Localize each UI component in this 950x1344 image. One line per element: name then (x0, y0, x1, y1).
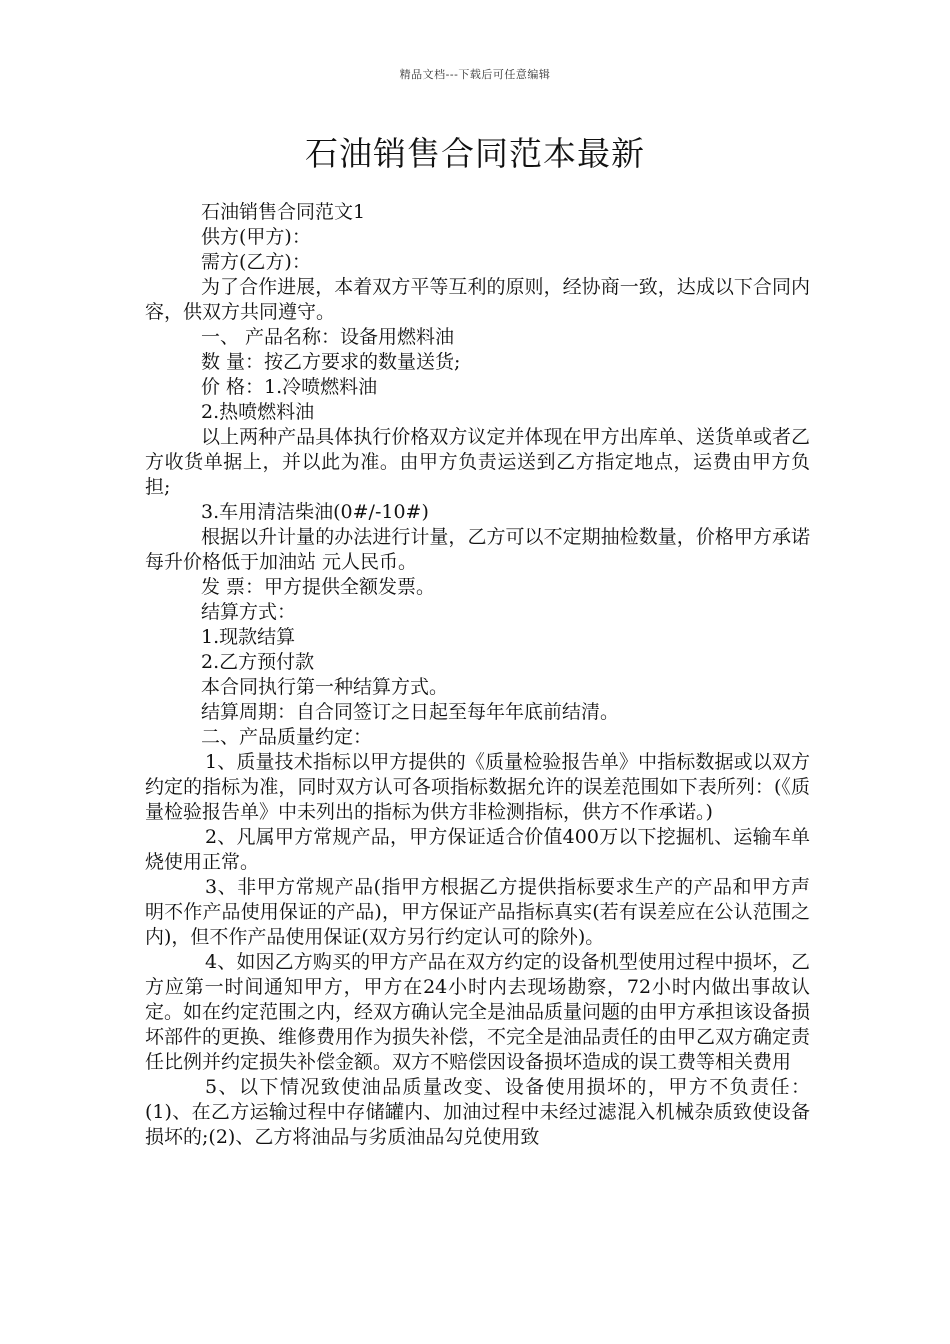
paragraph: 二、产品质量约定： (201, 726, 373, 748)
paragraph: 一、 产品名称：设备用燃料油 (201, 326, 455, 348)
paragraph: 以上两种产品具体执行价格双方议定并体现在甲方出库单、送货单或者乙方收货单据上，并以此为准。由甲方负责运送到乙方指定地点，运费由甲方负担; (145, 426, 810, 498)
paragraph: 需方(乙方)： (201, 251, 311, 273)
paragraph: 2.热喷燃料油 (201, 401, 315, 423)
document-title: 石油销售合同范本最新 (305, 134, 645, 173)
paragraph: 2、凡属甲方常规产品，甲方保证适合价值400万以下挖掘机、运输车单烧使用正常。 (145, 826, 810, 873)
paragraph: 2.乙方预付款 (201, 651, 315, 673)
paragraph: 为了合作进展，本着双方平等互利的原则，经协商一致，达成以下合同内容，供双方共同遵守。 (145, 276, 810, 323)
paragraph: 4、如因乙方购买的甲方产品在双方约定的设备机型使用过程中损坏，乙方应第一时间通知甲方，甲方在24小时内去现场勘察，72小时内做出事故认定。如在约定范围之内，经双方确认完全是油品质量问题的由甲方承担该设备损坏部件的更换、维修费用作为损失补偿，不完全是油品责任的由甲乙双方确定责任比例并约定损失补偿金额。双方不赔偿因设备损坏造成的误工费等相关费用 (145, 951, 811, 1073)
paragraph: 石油销售合同范文1 (201, 201, 366, 223)
paragraph: 5、以下情况致使油品质量改变、设备使用损坏的，甲方不负责任：(1)、在乙方运输过程中存储罐内、加油过程中未经过滤混入机械杂质致使设备损坏的;(2)、乙方将油品与劣质油品勾兑使用致 (145, 1076, 810, 1148)
paragraph: 1、质量技术指标以甲方提供的《质量检验报告单》中指标数据或以双方约定的指标为准，同时双方认可各项指标数据允许的误差范围如下表所列：(《质量检验报告单》中未列出的指标为供方非检测指标，供方不作承诺。) (145, 751, 810, 823)
paragraph: 价 格：1.冷喷燃料油 (201, 376, 378, 398)
document-body (145, 200, 810, 1150)
paragraph: 1.现款结算 (201, 626, 296, 648)
paragraph: 根据以升计量的办法进行计量，乙方可以不定期抽检数量，价格甲方承诺每升价格低于加油站 元人民币。 (145, 526, 810, 573)
paragraph: 数 量：按乙方要求的数量送货; (201, 351, 461, 373)
paragraph: 结算方式： (201, 601, 297, 623)
paragraph: 3.车用清洁柴油(0#/-10#) (201, 501, 429, 523)
paragraph: 结算周期：自合同签订之日起至每年年底前结清。 (201, 701, 620, 723)
paragraph: 发 票：甲方提供全额发票。 (201, 576, 436, 598)
paragraph: 供方(甲方)： (201, 226, 311, 248)
page-header: 精品文档---下载后可任意编辑 (399, 68, 551, 81)
paragraph: 本合同执行第一种结算方式。 (201, 676, 449, 698)
paragraph: 3、非甲方常规产品(指甲方根据乙方提供指标要求生产的产品和甲方声明不作产品使用保证的产品)，甲方保证产品指标真实(若有误差应在公认范围之内)，但不作产品使用保证(双方另行约定认可的除外)。 (145, 876, 810, 948)
